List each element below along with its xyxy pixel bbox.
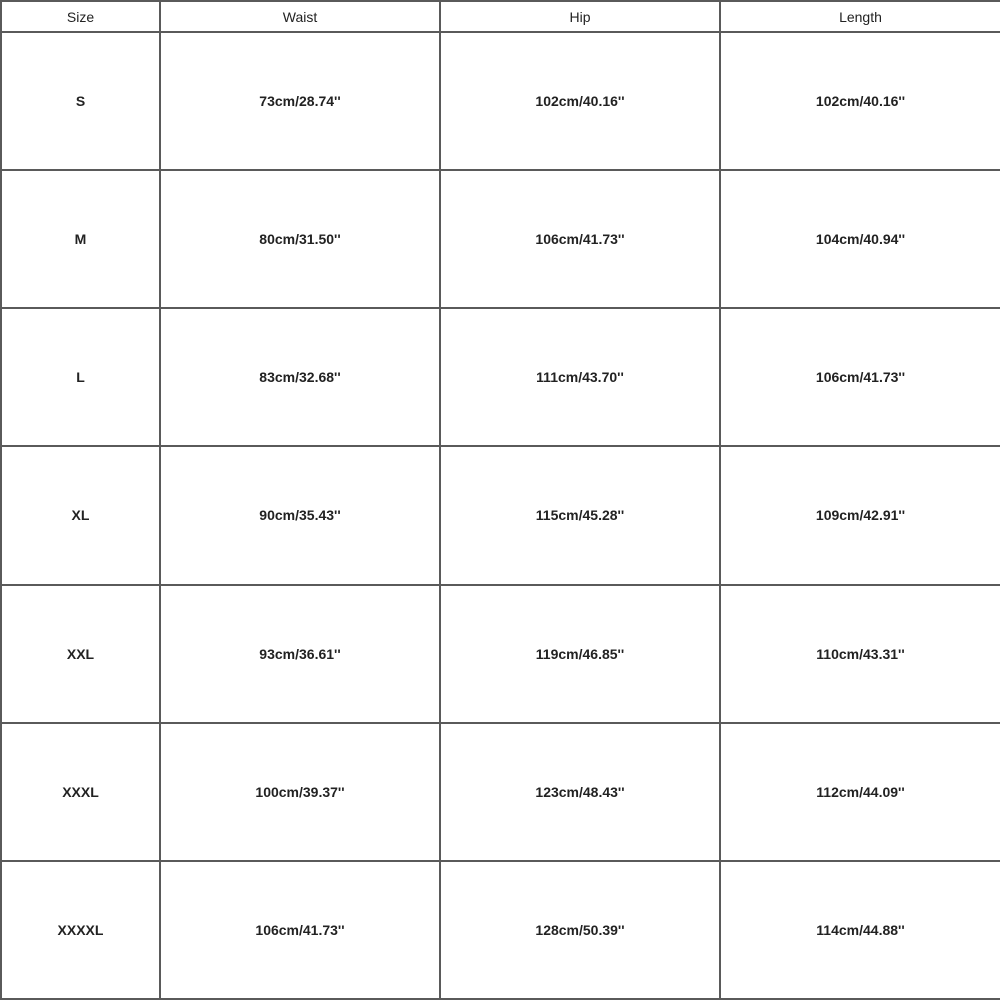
header-waist: Waist [160, 1, 440, 32]
table-row [1, 446, 1000, 584]
header-hip: Hip [440, 1, 720, 32]
header-size: Size [1, 1, 160, 32]
length-cell: 106cm/41.73'' [720, 308, 1000, 446]
table-row [1, 861, 1000, 999]
hip-cell: 128cm/50.39'' [440, 861, 720, 999]
size-cell: XXXL [1, 723, 160, 861]
length-cell: 110cm/43.31'' [720, 585, 1000, 723]
header-row [1, 1, 1000, 32]
table-row [1, 170, 1000, 308]
header-length: Length [720, 1, 1000, 32]
hip-cell: 123cm/48.43'' [440, 723, 720, 861]
length-cell: 104cm/40.94'' [720, 170, 1000, 308]
table-row [1, 308, 1000, 446]
length-cell: 114cm/44.88'' [720, 861, 1000, 999]
hip-cell: 102cm/40.16'' [440, 32, 720, 170]
size-cell: XL [1, 446, 160, 584]
table-row [1, 723, 1000, 861]
waist-cell: 100cm/39.37'' [160, 723, 440, 861]
waist-cell: 90cm/35.43'' [160, 446, 440, 584]
waist-cell: 80cm/31.50'' [160, 170, 440, 308]
hip-cell: 119cm/46.85'' [440, 585, 720, 723]
waist-cell: 73cm/28.74'' [160, 32, 440, 170]
hip-cell: 115cm/45.28'' [440, 446, 720, 584]
hip-cell: 106cm/41.73'' [440, 170, 720, 308]
table-row [1, 585, 1000, 723]
size-cell: M [1, 170, 160, 308]
size-cell: S [1, 32, 160, 170]
size-cell: XXXXL [1, 861, 160, 999]
size-cell: L [1, 308, 160, 446]
hip-cell: 111cm/43.70'' [440, 308, 720, 446]
length-cell: 109cm/42.91'' [720, 446, 1000, 584]
waist-cell: 106cm/41.73'' [160, 861, 440, 999]
size-cell: XXL [1, 585, 160, 723]
table-row [1, 32, 1000, 170]
length-cell: 102cm/40.16'' [720, 32, 1000, 170]
length-cell: 112cm/44.09'' [720, 723, 1000, 861]
waist-cell: 83cm/32.68'' [160, 308, 440, 446]
waist-cell: 93cm/36.61'' [160, 585, 440, 723]
